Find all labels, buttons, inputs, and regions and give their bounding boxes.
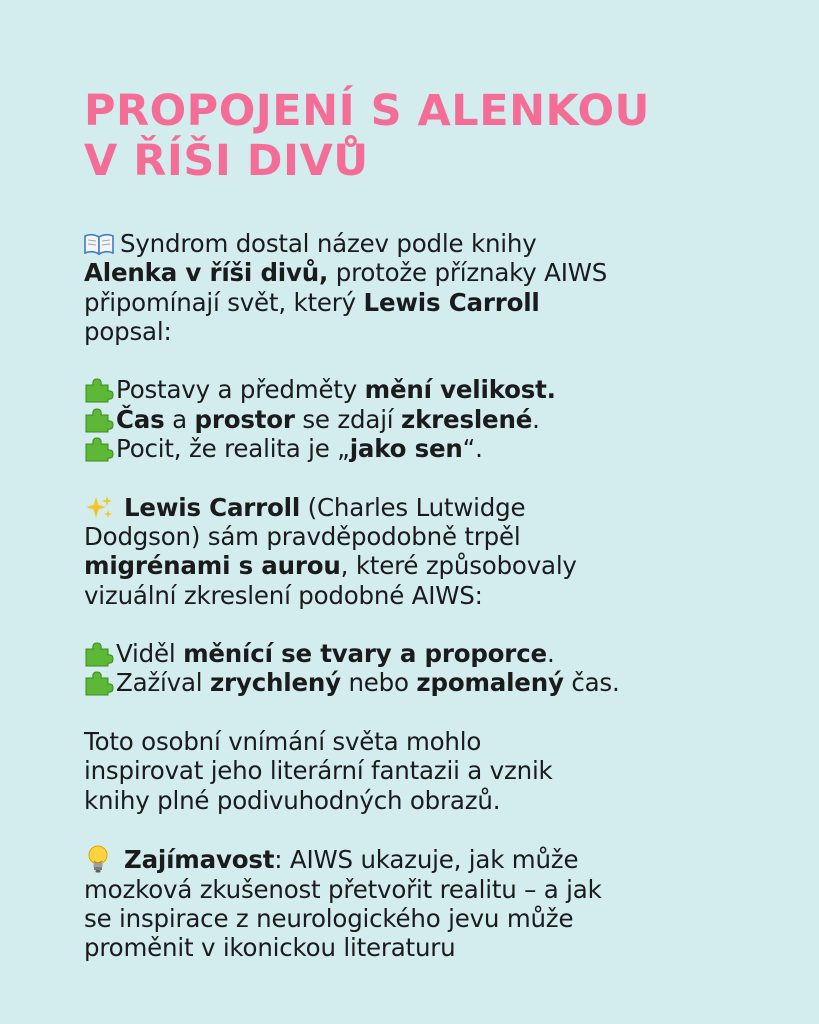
carroll-bold: migrénami s aurou xyxy=(84,551,341,581)
carroll-text-3: , které způsobovaly xyxy=(340,551,577,581)
spacer xyxy=(84,346,784,375)
item-bold: měnící se tvary a proporce xyxy=(183,639,547,669)
intro-line-2 xyxy=(84,258,784,287)
page-title xyxy=(84,86,784,186)
personal-line-1: Toto osobní vnímání světa mohlo xyxy=(84,727,482,757)
body-text xyxy=(84,229,784,962)
personal-paragraph xyxy=(84,727,784,815)
fact-label: Zajímavost xyxy=(124,845,275,875)
list-item xyxy=(84,668,784,697)
list-item xyxy=(84,639,784,668)
puzzle-piece-icon xyxy=(84,377,114,403)
personal-line-3: knihy plné podivuhodných obrazů. xyxy=(84,785,501,815)
item-text: nebo xyxy=(340,668,417,698)
list-item xyxy=(84,375,784,404)
item-text: . xyxy=(546,639,555,669)
experience-list xyxy=(84,639,784,698)
item-text: a xyxy=(164,404,195,434)
intro-line-1 xyxy=(84,229,784,258)
item-text: Zažíval xyxy=(116,668,210,698)
intro-paragraph xyxy=(84,229,784,346)
item-bold: prostor xyxy=(194,404,295,434)
item-text: Viděl xyxy=(116,639,184,669)
spacer xyxy=(84,463,784,492)
intro-text-1: Syndrom dostal název podle knihy xyxy=(120,229,537,258)
title-line-1: PROPOJENÍ S ALENKOU xyxy=(84,86,650,136)
item-bold: jako sen xyxy=(349,434,463,464)
item-bold: Čas xyxy=(116,404,165,434)
item-bold: mění velikost. xyxy=(364,375,556,405)
title-line-2: V ŘÍŠI DIVŮ xyxy=(84,136,369,186)
intro-line-3 xyxy=(84,288,784,317)
fact-line-4: proměnit v ikonickou literaturu xyxy=(84,933,456,963)
list-item xyxy=(84,405,784,434)
carroll-line-1 xyxy=(84,493,784,522)
carroll-line-2: Dodgson) sám pravděpodobně trpěl xyxy=(84,521,521,551)
intro-text-3: připomínají svět, který xyxy=(84,287,364,317)
item-text: Postavy a předměty xyxy=(116,375,365,405)
item-text: . xyxy=(532,404,540,434)
puzzle-piece-icon xyxy=(84,436,114,462)
spacer xyxy=(84,815,784,844)
carroll-text-1: (Charles Lutwidge xyxy=(300,492,526,522)
item-bold: zrychlený xyxy=(209,668,341,698)
puzzle-piece-icon xyxy=(84,641,114,667)
symptom-list xyxy=(84,375,784,463)
item-bold: zkreslené xyxy=(401,404,533,434)
sparkles-icon xyxy=(84,494,114,520)
carroll-line-3 xyxy=(84,551,784,580)
item-bold: zpomalený xyxy=(416,668,564,698)
personal-line-2: inspirovat jeho literární fantazii a vznik xyxy=(84,756,553,786)
book-title: Alenka v říši divů, xyxy=(84,258,329,288)
spacer xyxy=(84,698,784,727)
item-text: Pocit, že realita je „ xyxy=(116,434,350,464)
fact-text-1: : AIWS ukazuje, jak může xyxy=(274,845,579,875)
open-book-icon xyxy=(84,233,114,255)
fact-line-1 xyxy=(84,844,784,874)
fact-line-2: mozková zkušenost přetvořit realitu – a jak xyxy=(84,874,602,904)
author-name: Lewis Carroll xyxy=(363,287,540,317)
carroll-line-4: vizuální zkreslení podobné AIWS: xyxy=(84,580,483,610)
puzzle-piece-icon xyxy=(84,407,114,433)
puzzle-piece-icon xyxy=(84,670,114,696)
item-text: čas. xyxy=(563,668,620,698)
intro-text-2: protože příznaky AIWS xyxy=(328,258,608,288)
carroll-paragraph xyxy=(84,493,784,610)
fact-paragraph xyxy=(84,844,784,962)
fact-line-3: se inspirace z neurologického jevu může xyxy=(84,903,574,933)
list-item xyxy=(84,434,784,463)
item-text: “. xyxy=(462,434,483,464)
intro-line-4: popsal: xyxy=(84,316,172,346)
spacer xyxy=(84,610,784,639)
light-bulb-icon xyxy=(84,844,112,874)
item-text: se zdají xyxy=(294,404,402,434)
author-name: Lewis Carroll xyxy=(124,492,301,522)
